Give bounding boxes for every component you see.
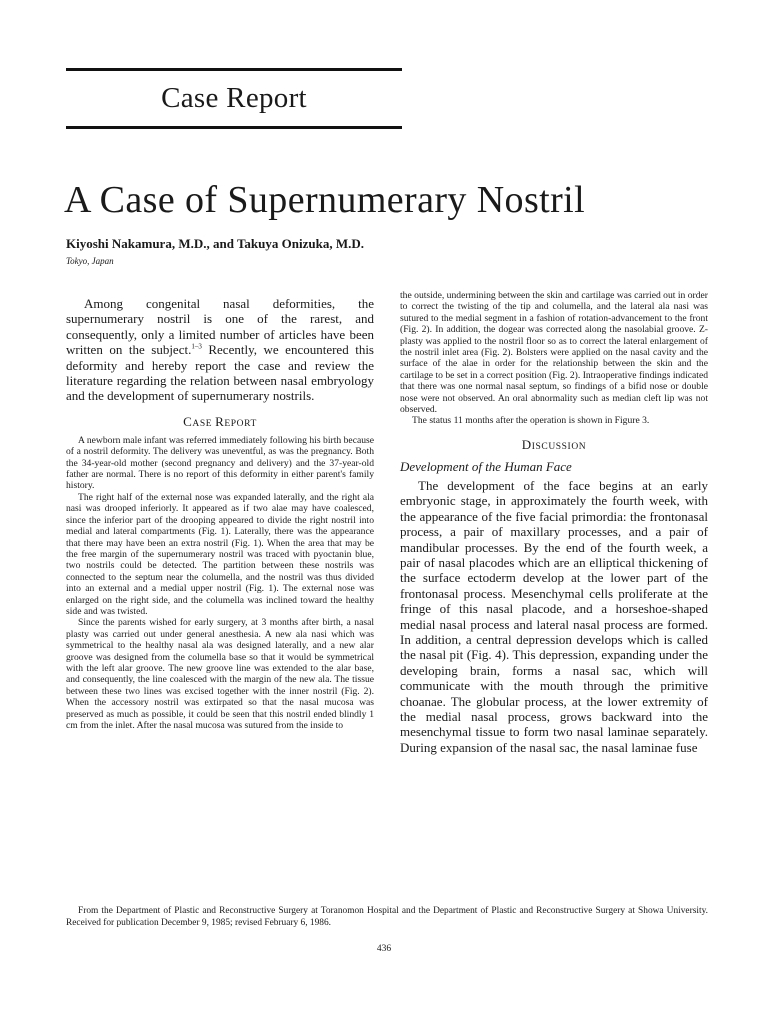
case-paragraph: The status 11 months after the operation is shown in Figure 3. <box>412 415 650 427</box>
top-rule <box>66 68 402 71</box>
case-paragraph: The right half of the external nose was expanded laterally, and the right ala nasi was drooped inferiorly. It appeared as if two alae may have coalesced, since the inferior part of the drooping appeared to divide the right nostril into medial and lateral compartments (Fig. 1). Laterally, there was the appearance that there may have been an extra nostril (Fig. 1). When the area that may be the free margin of the supernumerary nostril was traced with pyoctanin blue, two nostrils could be detected. The partition between these nostrils was connected to the septum near the columella, and the nostril was thus divided into an external and a medial upper nostril (Fig. 1). The external nose was enlarged on the right side, and the columella was inclined toward the healthy side and was twisted. <box>66 491 374 617</box>
section-label: Case Report <box>161 82 307 114</box>
page-number: 436 <box>376 944 392 954</box>
case-paragraph: the outside, undermining between the skin and cartilage was carried out in order to correct the twisting of the tip and columella, and the lateral ala nasi was sutured to the medial segment in a fashion of rotation-advancement to the front (Fig. 2). In addition, the dogear was corrected along the nasolabial groove. Z-plasty was applied to the nostril floor so as to correct the lateral enlargement of the nostril inlet area (Fig. 2). Bolsters were applied on the nasal cavity and the surface of the alae in order for the relationship between the skin and the cartilage to be set in a correct position (Fig. 2). Intraoperative findings indicated that there was one normal nasal septum, so findings of a bifid nose or double nose were not observed. An oral abnormality such as median cleft lip was not observed. <box>400 290 708 416</box>
discussion-subheading: Development of the Human Face <box>400 458 572 474</box>
left-column <box>66 290 374 731</box>
intro-citation: 1–3 <box>191 342 202 351</box>
footnote: From the Department of Plastic and Reconstructive Surgery at Toranomon Hospital and the Department of Plastic and Reconstructive Surgery at Showa University. Received for publication December 9, 1985; revised February 6, 1986. <box>66 906 708 928</box>
discussion-heading: DISCUSSION <box>521 436 587 452</box>
intro-text-cont: Recently, we encountered this deformity and hereby report the case and review the literature regarding the relation between nasal embryology and the development of supernumerary nostrils. <box>66 342 374 404</box>
affiliation: Tokyo, Japan <box>66 256 114 266</box>
bottom-rule <box>66 126 402 129</box>
intro-paragraph <box>66 290 374 404</box>
case-paragraph: Since the parents wished for early surgery, at 3 months after birth, a nasal plasty was carried out under general anesthesia. A new ala nasi which was symmetrical to the healthy nasal ala was designed laterally, and a new alar groove was designed from the columella base so that it would be symmetrical with the left alar groove. The new groove line was extended to the alar base, and consequently, the line coalesced with the margin of the new ala. The tissue between these two lines was excised together with the inner nostril (Fig. 2). When the accessory nostril was extirpated so that the nasal mucosa was preserved as much as possible, it could be seen that this nostril ended blindly 1 cm from the inlet. After the nasal mucosa was sutured from the inside to <box>66 617 374 731</box>
right-column <box>400 290 708 755</box>
discussion-paragraph: The development of the face begins at an early embryonic stage, in approximately the fourth week, with the appearance of the five facial primordia: the frontonasal process, a pair of maxillary processes, and a pair of mandibular processes. By the end of the fourth week, a pair of nasal placodes which are an elliptical thickening of the surface ectoderm develop at the lower part of the frontonasal process. Mesenchymal cells proliferate at the fringe of this nasal placode, and a horseshoe-shaped medial nasal process and lateral nasal process are formed. In addition, a central depression develops which is called the nasal pit (Fig. 4). This depression, expanding under the developing brain, forms a nasal sac, which will communicate with the mouth through the primitive choanae. The globular process, at the lower extremity of the medial nasal process, grows backward into the mesenchymal tissue to form two nasal laminae separately. During expansion of the nasal sac, the nasal laminae fuse <box>400 477 708 755</box>
intro-text: Among congenital nasal deformities, the supernumerary nostril is one of the rarest, and consequently, only a limited number of articles have been written on the subject. <box>66 296 374 358</box>
case-report-heading: CASE REPORT <box>183 413 257 429</box>
authors: Kiyoshi Nakamura, M.D., and Takuya Onizuka, M.D. <box>66 236 364 251</box>
case-paragraph: A newborn male infant was referred immediately following his birth because of a nostril deformity. The delivery was uneventful, as was the pregnancy. Both the 34-year-old mother (second pregnancy and delivery) and the 37-year-old father are normal. There is no report of this deformity in either parent's family history. <box>66 434 374 492</box>
article-title: A Case of Supernumerary Nostril <box>64 179 586 221</box>
